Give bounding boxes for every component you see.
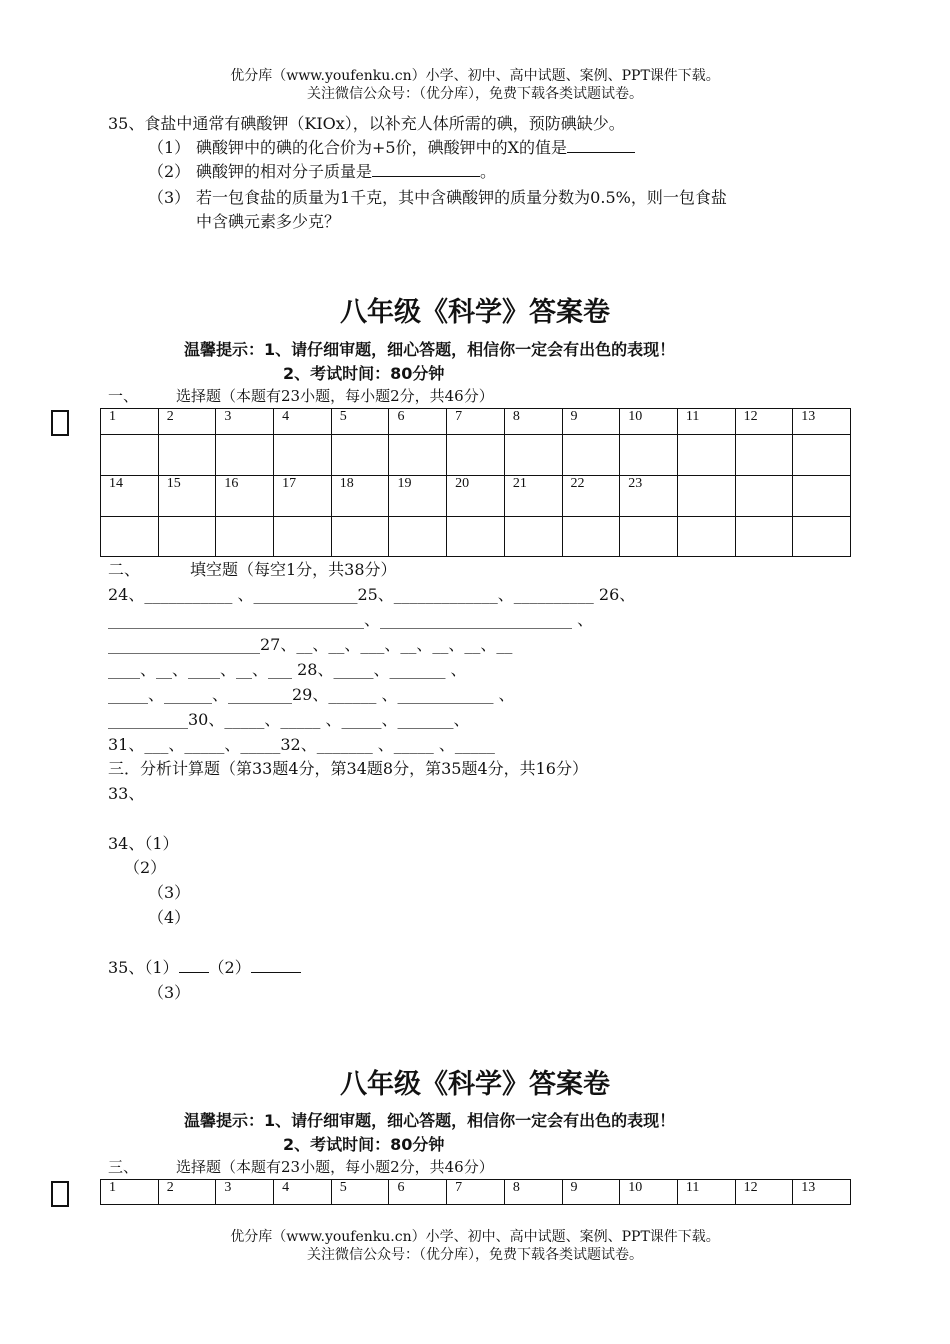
answer-cell[interactable] (793, 435, 851, 476)
answer-cell[interactable] (101, 435, 159, 476)
grid-answer-row-2 (101, 517, 851, 557)
answer-cell[interactable] (735, 435, 793, 476)
grid-cell: 19 (389, 476, 447, 517)
q35-p1-blank[interactable] (567, 138, 635, 153)
fill-line[interactable]: 31、___、_____、_____32、_______ 、_____ 、_____ (108, 735, 495, 754)
section-1-label-2: 选择题（本题有23小题，每小题2分，共46分） (176, 1158, 494, 1176)
answer-cell[interactable] (504, 517, 562, 557)
answer-cell[interactable] (447, 517, 505, 557)
answer-cell[interactable] (331, 435, 389, 476)
q35-answer-blank-2[interactable] (251, 958, 301, 973)
footer-line-1: 优分库（www.youfenku.cn）小学、初中、高中试题、案例、PPT课件下载。 (230, 1229, 720, 1245)
answer-cell[interactable] (158, 435, 216, 476)
checkbox-square (51, 410, 69, 436)
grid-cell: 8 (504, 409, 562, 435)
q35-stem: 35、食盐中通常有碘酸钾（KIOx），以补充人体所需的碘，预防碘缺少。 (108, 114, 625, 133)
grid-cell: 22 (562, 476, 620, 517)
grid-cell: 7 (447, 1180, 505, 1205)
grid-cell (735, 476, 793, 517)
answer-cell[interactable] (677, 517, 735, 557)
fill-line[interactable]: 24、___________ 、_____________25、_____________、__________ 26、 (108, 585, 636, 604)
section-3-label: 三．分析计算题（第33题4分，第34题8分，第35题4分，共16分） (108, 759, 588, 778)
grid-cell: 20 (447, 476, 505, 517)
grid-cell: 3 (216, 409, 274, 435)
grid-cell: 12 (735, 1180, 793, 1205)
answer-grid (100, 408, 851, 557)
header-line-2: 关注微信公众号：（优分库），免费下载各类试题试卷。 (307, 86, 643, 102)
answer-cell[interactable] (101, 517, 159, 557)
answer-grid-2 (100, 1179, 851, 1205)
section-1-number-2: 三、 (108, 1158, 139, 1176)
answer-cell[interactable] (216, 517, 274, 557)
grid-cell: 10 (620, 1180, 678, 1205)
grid-cell: 12 (735, 409, 793, 435)
q35-p3-text-a: 若一包食盐的质量为1千克，其中含碘酸钾的质量分数为0.5%，则一包食盐 (196, 188, 727, 207)
grid-cell: 6 (389, 1180, 447, 1205)
q35-p1-number: （1） (148, 138, 191, 157)
grid-cell: 13 (793, 1180, 851, 1205)
q35-p2-blank[interactable] (372, 162, 480, 177)
grid-cell: 1 (101, 409, 159, 435)
grid-cell: 11 (677, 1180, 735, 1205)
grid-cell: 2 (158, 409, 216, 435)
grid-cell: 11 (677, 409, 735, 435)
tip-line-1: 温馨提示：1、请仔细审题，细心答题，相信你一定会有出色的表现！ (184, 340, 676, 359)
footer-line-2: 关注微信公众号：（优分库），免费下载各类试题试卷。 (307, 1247, 643, 1263)
answer-cell[interactable] (274, 517, 332, 557)
section-1-number: 一、 (108, 387, 139, 405)
grid-cell: 3 (216, 1180, 274, 1205)
grid-cell: 14 (101, 476, 159, 517)
q35-answer-blank-1[interactable] (179, 958, 209, 973)
q35-p2-text: 碘酸钾的相对分子质量是 。 (196, 162, 497, 181)
answer-cell[interactable] (504, 435, 562, 476)
grid-cell (793, 476, 851, 517)
q34-part-2: （2） (124, 858, 167, 877)
grid-cell: 6 (389, 409, 447, 435)
grid-cell: 9 (562, 409, 620, 435)
grid-answer-row-1 (101, 435, 851, 476)
answer-cell[interactable] (677, 435, 735, 476)
q35-p3-number: （3） (148, 188, 191, 207)
grid-number-row-2-1 (101, 1180, 851, 1205)
grid-cell: 2 (158, 1180, 216, 1205)
answer-cell[interactable] (389, 435, 447, 476)
grid-cell: 4 (274, 409, 332, 435)
q34-part-4: （4） (148, 908, 191, 927)
header-line-1: 优分库（www.youfenku.cn）小学、初中、高中试题、案例、PPT课件下载。 (230, 68, 720, 84)
fill-line[interactable]: ________________________________、________________________ 、 (108, 610, 594, 629)
q34-part-1: 34、（1） (108, 834, 179, 853)
grid-cell (677, 476, 735, 517)
grid-number-row-1 (101, 409, 851, 435)
answer-cell[interactable] (158, 517, 216, 557)
answer-cell[interactable] (331, 517, 389, 557)
answer-cell[interactable] (620, 517, 678, 557)
q35-p1-text: 碘酸钾中的碘的化合价为+5价，碘酸钾中的X的值是 (196, 138, 635, 158)
grid-cell: 5 (331, 409, 389, 435)
fill-line[interactable]: __________30、_____、_____ 、_____、_______、 (108, 710, 470, 729)
fill-line[interactable]: ____、__、____、__、___ 28、_____、_______ 、 (108, 660, 467, 679)
grid-cell: 15 (158, 476, 216, 517)
grid-number-row-2 (101, 476, 851, 517)
grid-cell: 17 (274, 476, 332, 517)
grid-cell: 23 (620, 476, 678, 517)
grid-cell: 10 (620, 409, 678, 435)
answer-cell[interactable] (274, 435, 332, 476)
q35-answer-part-1: 35、（1） （2） (108, 958, 301, 978)
grid-cell: 21 (504, 476, 562, 517)
answer-cell[interactable] (216, 435, 274, 476)
answer-cell[interactable] (389, 517, 447, 557)
answer-cell[interactable] (620, 435, 678, 476)
q35-p3-text-b: 中含碘元素多少克？ (196, 212, 341, 231)
fill-line[interactable]: _____、______、________29、______ 、____________ 、 (108, 685, 515, 704)
grid-cell: 18 (331, 476, 389, 517)
grid-cell: 4 (274, 1180, 332, 1205)
answer-cell[interactable] (562, 435, 620, 476)
answer-cell[interactable] (447, 435, 505, 476)
checkbox-square-2 (51, 1181, 69, 1207)
section-1-label: 选择题（本题有23小题，每小题2分，共46分） (176, 387, 494, 405)
tip-line-2: 2、考试时间：80分钟 (283, 364, 445, 383)
q35-answer-part-3: （3） (148, 983, 191, 1002)
fill-line[interactable]: ___________________27、__、__、___、__、__、__、__ (108, 635, 513, 654)
q33-label: 33、 (108, 784, 145, 803)
q35-p2-number: （2） (148, 162, 191, 181)
grid-cell: 7 (447, 409, 505, 435)
tip-line-2-2: 2、考试时间：80分钟 (283, 1135, 445, 1154)
answer-cell[interactable] (793, 517, 851, 557)
grid-cell: 5 (331, 1180, 389, 1205)
section-2-number: 二、 (108, 560, 141, 579)
section-2-label: 填空题（每空1分，共38分） (190, 560, 397, 579)
grid-cell: 1 (101, 1180, 159, 1205)
answer-sheet-title-2: 八年级《科学》答案卷 (340, 1069, 610, 1100)
grid-cell: 13 (793, 409, 851, 435)
answer-sheet-title: 八年级《科学》答案卷 (340, 297, 610, 328)
grid-cell: 16 (216, 476, 274, 517)
q34-part-3: （3） (148, 883, 191, 902)
answer-cell[interactable] (735, 517, 793, 557)
grid-cell: 9 (562, 1180, 620, 1205)
tip-line-1-2: 温馨提示：1、请仔细审题，细心答题，相信你一定会有出色的表现！ (184, 1111, 676, 1130)
grid-cell: 8 (504, 1180, 562, 1205)
answer-cell[interactable] (562, 517, 620, 557)
